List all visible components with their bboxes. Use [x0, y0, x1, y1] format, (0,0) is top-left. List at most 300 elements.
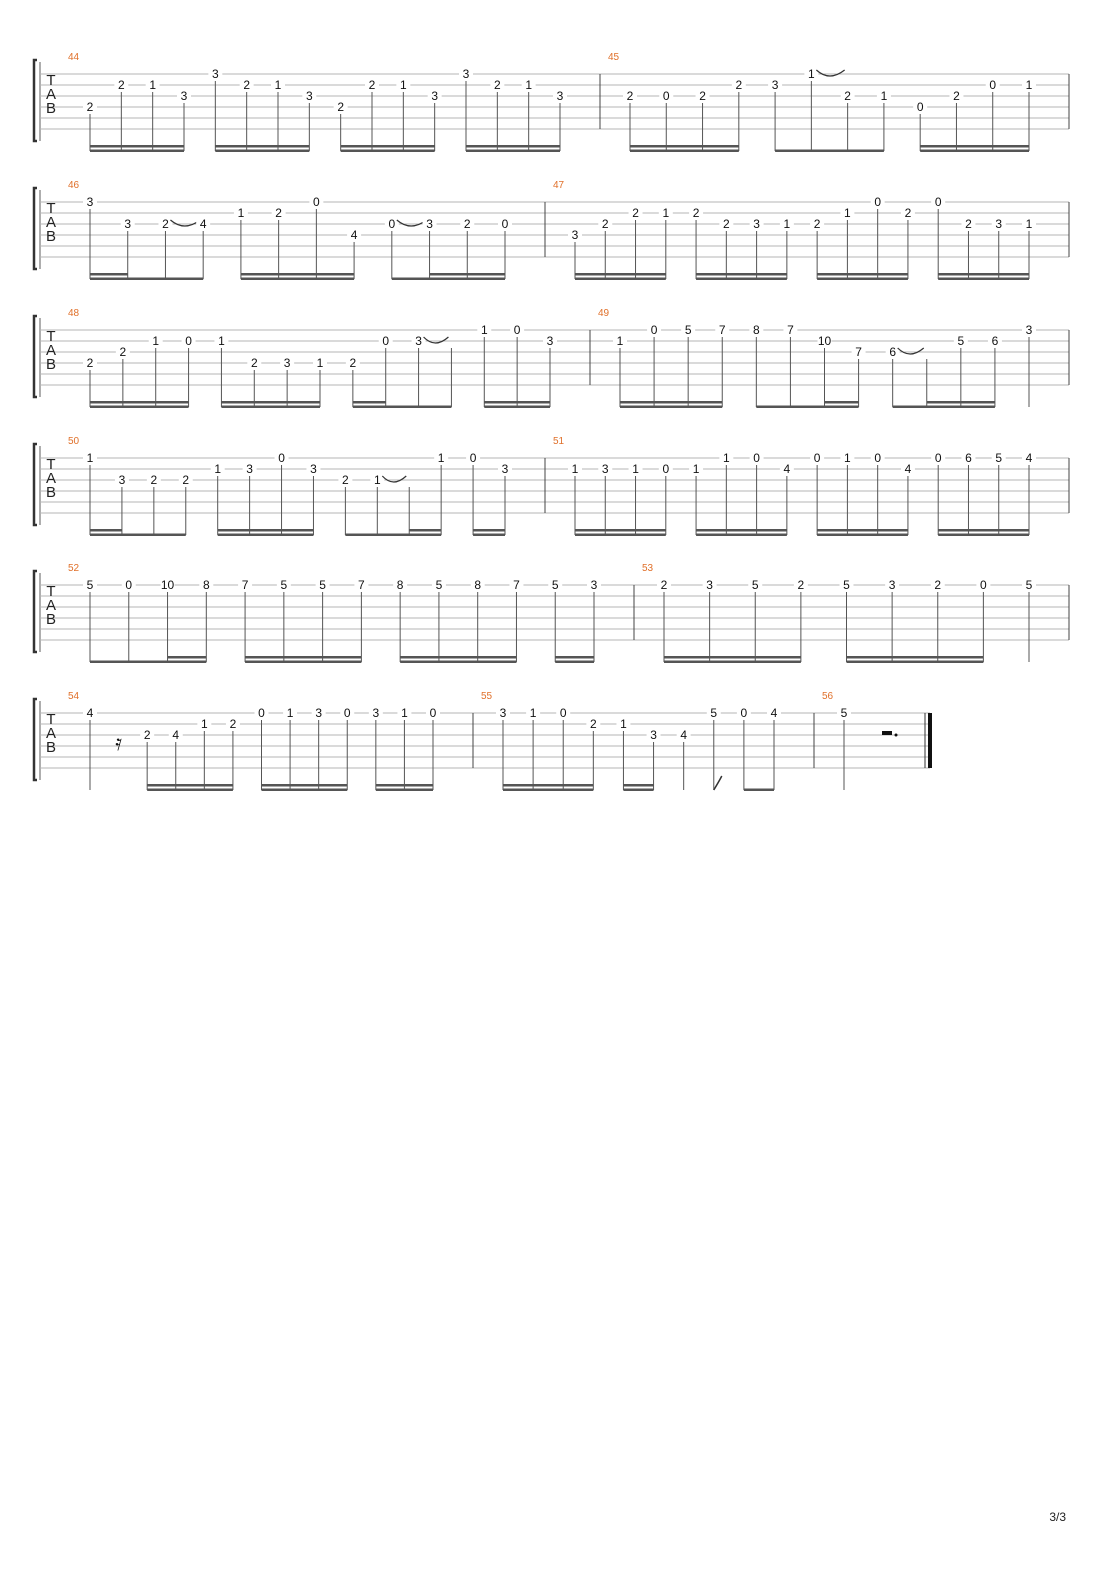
beam-secondary: [123, 401, 156, 404]
beam-primary: [817, 278, 908, 281]
tab-clef-letter: B: [45, 739, 57, 756]
system-bracket: [34, 188, 37, 269]
fret-number: 2: [722, 217, 730, 231]
fret-number: 0: [513, 323, 521, 337]
beam-secondary: [156, 401, 189, 404]
fret-number: 1: [218, 334, 225, 348]
fret-number: 1: [200, 717, 208, 731]
beam-secondary: [817, 273, 847, 276]
beam-primary: [575, 278, 666, 281]
fret-number: 4: [680, 728, 688, 742]
beam-primary: [392, 278, 505, 281]
fret-number: 2: [368, 78, 376, 92]
fret-number: 1: [214, 462, 222, 476]
beam-primary: [90, 150, 184, 153]
fret-number: 5: [1025, 578, 1033, 592]
fret-number: 3: [431, 89, 439, 103]
fret-number: 2: [117, 78, 125, 92]
beam-secondary: [245, 656, 284, 659]
tie-arc: [382, 476, 406, 482]
fret-number: 4: [172, 728, 180, 742]
beam-secondary: [664, 656, 710, 659]
fret-number: 3: [706, 578, 713, 592]
fret-number: 5: [995, 451, 1003, 465]
fret-number: 1: [286, 706, 294, 720]
fret-number: 5: [319, 578, 326, 592]
fret-number: 1: [620, 717, 627, 731]
fret-number: 1: [525, 78, 533, 92]
beam-secondary: [605, 529, 635, 532]
fret-number: 0: [382, 334, 390, 348]
fret-number: 5: [840, 706, 848, 720]
fret-number: 0: [813, 451, 821, 465]
fret-number: 2: [182, 473, 190, 487]
beam-secondary: [467, 273, 505, 276]
beam-secondary: [636, 273, 666, 276]
fret-number: 2: [965, 217, 972, 231]
beam-secondary: [221, 401, 254, 404]
fret-number: 0: [258, 706, 265, 720]
fret-number: 0: [662, 89, 670, 103]
beam-primary: [938, 534, 1029, 537]
beam-secondary: [999, 273, 1029, 276]
beam-primary: [664, 661, 801, 664]
beam-secondary: [250, 529, 282, 532]
beam-secondary: [90, 273, 128, 276]
tab-clef-letter: T: [46, 72, 56, 89]
fret-number: 2: [844, 89, 851, 103]
fret-number: 0: [874, 451, 882, 465]
tab-clef-letter: B: [45, 100, 57, 117]
beam-secondary: [927, 401, 961, 404]
fret-number: 3: [124, 217, 132, 231]
fret-number: 1: [844, 451, 851, 465]
beam-secondary: [993, 145, 1029, 148]
fret-number: 3: [771, 78, 779, 92]
fret-number: 1: [880, 89, 888, 103]
beam-primary: [376, 789, 433, 792]
fret-number: 2: [934, 578, 942, 592]
fret-number: 3: [753, 217, 760, 231]
tab-clef-letter: A: [45, 214, 57, 231]
fret-number: 3: [546, 334, 554, 348]
fret-number: 3: [650, 728, 657, 742]
measure-number: 51: [553, 436, 565, 447]
fret-number: 4: [199, 217, 207, 231]
fret-number: 2: [699, 89, 706, 103]
fret-number: 4: [1025, 451, 1033, 465]
fret-number: 5: [280, 578, 288, 592]
rest-dot: [895, 734, 898, 737]
tie-arc: [898, 348, 924, 354]
fret-number: 4: [783, 462, 791, 476]
fret-number: 0: [559, 706, 567, 720]
beam-secondary: [484, 401, 517, 404]
tab-clef-letter: A: [45, 597, 57, 614]
fret-number: 2: [692, 206, 700, 220]
tab-clef-letter: T: [46, 583, 56, 600]
beam-secondary: [282, 529, 314, 532]
fret-number: 3: [118, 473, 126, 487]
fret-number: 5: [86, 578, 94, 592]
beam-primary: [555, 661, 594, 664]
fret-number: 3: [415, 334, 422, 348]
half-rest: [882, 731, 892, 735]
beam-secondary: [218, 529, 250, 532]
fret-number: 1: [808, 67, 815, 81]
fret-number: 0: [278, 451, 285, 465]
beam-secondary: [817, 529, 847, 532]
fret-number: 7: [787, 323, 794, 337]
fret-number: 8: [752, 323, 760, 337]
beam-secondary: [938, 273, 968, 276]
fret-number: 2: [86, 100, 94, 114]
beam-secondary: [703, 145, 739, 148]
fret-number: 1: [616, 334, 624, 348]
beam-secondary: [319, 784, 348, 787]
beam-secondary: [353, 401, 386, 404]
beam-primary: [473, 534, 505, 537]
beam-secondary: [153, 145, 184, 148]
fret-number: 2: [626, 89, 634, 103]
fret-number: 3: [86, 195, 94, 209]
fret-number: 1: [844, 206, 851, 220]
beam-secondary: [555, 656, 594, 659]
beam-secondary: [726, 529, 756, 532]
fret-number: 5: [684, 323, 692, 337]
beam-secondary: [316, 273, 354, 276]
fret-number: 5: [710, 706, 718, 720]
fret-number: 3: [888, 578, 896, 592]
fret-number: 0: [753, 451, 760, 465]
fret-number: 3: [211, 67, 219, 81]
beam-primary: [696, 278, 787, 281]
fret-number: 2: [162, 217, 169, 231]
note-flag: [714, 776, 722, 790]
fret-number: 1: [401, 706, 408, 720]
fret-number: 3: [426, 217, 433, 231]
beam-secondary: [847, 656, 893, 659]
fret-number: 3: [246, 462, 253, 476]
fret-number: 3: [315, 706, 323, 720]
beam-primary: [90, 406, 189, 409]
fret-number: 1: [783, 217, 791, 231]
beam-secondary: [466, 145, 497, 148]
tab-clef-letter: A: [45, 725, 57, 742]
beam-primary: [696, 534, 787, 537]
fret-number: 1: [662, 206, 670, 220]
measure-number: 47: [553, 180, 565, 191]
fret-number: 0: [185, 334, 192, 348]
beam-secondary: [323, 656, 362, 659]
beam-secondary: [968, 529, 998, 532]
beam-primary: [215, 150, 309, 153]
fret-number: 0: [650, 323, 658, 337]
beam-secondary: [620, 401, 654, 404]
beam-secondary: [247, 145, 278, 148]
fret-number: 2: [150, 473, 158, 487]
beam-secondary: [755, 656, 801, 659]
beam-primary: [90, 278, 203, 281]
beam-secondary: [241, 273, 279, 276]
fret-number: 2: [337, 100, 345, 114]
fret-number: 3: [995, 217, 1003, 231]
measure-number: 55: [481, 691, 493, 702]
beam-secondary: [956, 145, 992, 148]
beam-primary: [623, 789, 653, 792]
beam-secondary: [563, 784, 593, 787]
fret-number: 0: [469, 451, 477, 465]
fret-number: 1: [152, 334, 160, 348]
beam-secondary: [757, 529, 787, 532]
fret-number: 8: [474, 578, 482, 592]
measure-number: 44: [68, 52, 80, 63]
beam-secondary: [654, 401, 688, 404]
beam-secondary: [920, 145, 956, 148]
fret-number: 3: [590, 578, 598, 592]
fret-number: 3: [372, 706, 380, 720]
beam-secondary: [630, 145, 666, 148]
fret-number: 0: [916, 100, 924, 114]
beam-secondary: [473, 529, 505, 532]
fret-number: 0: [989, 78, 997, 92]
beam-secondary: [938, 529, 968, 532]
beam-secondary: [726, 273, 756, 276]
tie-arc: [424, 337, 449, 343]
fret-number: 3: [462, 67, 470, 81]
fret-number: 10: [160, 578, 175, 592]
fret-number: 0: [934, 451, 942, 465]
fret-number: 2: [229, 717, 237, 731]
fret-number: 2: [589, 717, 597, 731]
beam-secondary: [533, 784, 563, 787]
beam-secondary: [696, 273, 726, 276]
fret-number: 3: [571, 228, 579, 242]
fret-number: 2: [243, 78, 251, 92]
beam-secondary: [710, 656, 756, 659]
fret-number: 2: [250, 356, 258, 370]
fret-number: 0: [740, 706, 748, 720]
beam-primary: [575, 534, 666, 537]
beam-primary: [90, 661, 206, 664]
beam-secondary: [341, 145, 372, 148]
fret-number: 0: [388, 217, 396, 231]
beam-secondary: [575, 273, 605, 276]
fret-number: 1: [437, 451, 445, 465]
beam-secondary: [372, 145, 403, 148]
beam-secondary: [409, 529, 441, 532]
measure-number: 50: [68, 436, 80, 447]
beam-primary: [775, 150, 884, 153]
beam-secondary: [757, 273, 787, 276]
tab-clef-letter: A: [45, 86, 57, 103]
fret-number: 3: [305, 89, 313, 103]
beam-secondary: [878, 273, 908, 276]
fret-number: 2: [119, 345, 127, 359]
measure-number: 53: [642, 563, 654, 574]
beam-secondary: [968, 273, 998, 276]
beam-secondary: [90, 529, 122, 532]
beam-secondary: [278, 145, 309, 148]
beam-primary: [221, 406, 320, 409]
beam-secondary: [439, 656, 478, 659]
fret-number: 2: [660, 578, 668, 592]
beam-secondary: [147, 784, 176, 787]
fret-number: 3: [283, 356, 291, 370]
fret-number: 7: [513, 578, 520, 592]
fret-number: 6: [889, 345, 897, 359]
fret-number: 5: [957, 334, 965, 348]
beam-primary: [400, 661, 516, 664]
beam-secondary: [376, 784, 405, 787]
tab-clef-letter: B: [45, 484, 57, 501]
fret-number: 1: [274, 78, 282, 92]
beam-primary: [620, 406, 722, 409]
tab-clef-letter: A: [45, 470, 57, 487]
system-bracket: [34, 444, 37, 525]
fret-number: 7: [241, 578, 249, 592]
beam-primary: [353, 406, 452, 409]
beam-secondary: [262, 784, 291, 787]
fret-number: 4: [904, 462, 912, 476]
fret-number: 2: [904, 206, 912, 220]
beam-primary: [744, 789, 774, 792]
fret-number: 3: [1025, 323, 1033, 337]
beam-secondary: [430, 273, 468, 276]
tie-arc: [816, 70, 844, 76]
beam-primary: [630, 150, 739, 153]
beam-secondary: [284, 656, 323, 659]
fret-number: 2: [953, 89, 960, 103]
fret-number: 3: [556, 89, 564, 103]
fret-number: 2: [632, 206, 639, 220]
fret-number: 2: [463, 217, 471, 231]
sixteenth-rest: 𝄿: [115, 731, 122, 756]
measure-number: 45: [608, 52, 620, 63]
page-number: 3/3: [1049, 1510, 1066, 1524]
beam-secondary: [400, 656, 439, 659]
beam-secondary: [688, 401, 722, 404]
beam-secondary: [90, 401, 123, 404]
fret-number: 1: [237, 206, 245, 220]
beam-secondary: [121, 145, 152, 148]
fret-number: 0: [343, 706, 351, 720]
measure-number: 54: [68, 691, 80, 702]
measure-number: 46: [68, 180, 80, 191]
beam-secondary: [404, 784, 433, 787]
fret-number: 4: [86, 706, 94, 720]
fret-number: 1: [316, 356, 324, 370]
beam-primary: [756, 406, 858, 409]
beam-primary: [503, 789, 593, 792]
beam-secondary: [878, 529, 908, 532]
tab-clef-letter: T: [46, 200, 56, 217]
fret-number: 1: [722, 451, 730, 465]
beam-primary: [341, 150, 435, 153]
measure-number: 49: [598, 308, 610, 319]
tab-clef-letter: T: [46, 711, 56, 728]
beam-secondary: [279, 273, 317, 276]
fret-number: 3: [180, 89, 188, 103]
beam-secondary: [847, 273, 877, 276]
fret-number: 2: [735, 78, 743, 92]
measure-number: 56: [822, 691, 834, 702]
fret-number: 8: [202, 578, 210, 592]
fret-number: 6: [991, 334, 999, 348]
fret-number: 7: [358, 578, 365, 592]
beam-secondary: [575, 529, 605, 532]
fret-number: 0: [313, 195, 320, 209]
fret-number: 1: [692, 462, 700, 476]
fret-number: 8: [396, 578, 404, 592]
tab-clef-letter: A: [45, 342, 57, 359]
beam-secondary: [938, 656, 984, 659]
fret-number: 1: [529, 706, 537, 720]
beam-primary: [345, 534, 441, 537]
fret-number: 0: [662, 462, 670, 476]
fret-number: 3: [501, 462, 509, 476]
tab-clef-letter: B: [45, 356, 57, 373]
fret-number: 2: [342, 473, 349, 487]
beam-secondary: [517, 401, 550, 404]
beam-secondary: [287, 401, 320, 404]
tab-clef-letter: B: [45, 228, 57, 245]
beam-secondary: [847, 529, 877, 532]
tie-arc: [397, 220, 427, 226]
beam-primary: [245, 661, 361, 664]
fret-number: 7: [718, 323, 726, 337]
beam-secondary: [623, 784, 653, 787]
beam-secondary: [290, 784, 319, 787]
system-bracket: [34, 316, 37, 397]
beam-primary: [847, 661, 984, 664]
fret-number: 0: [934, 195, 942, 209]
fret-number: 4: [770, 706, 778, 720]
fret-number: 4: [350, 228, 358, 242]
beam-secondary: [999, 529, 1029, 532]
beam-secondary: [605, 273, 635, 276]
fret-number: 2: [813, 217, 821, 231]
fret-number: 2: [143, 728, 151, 742]
beam-primary: [817, 534, 908, 537]
system-bracket: [34, 571, 37, 652]
fret-number: 2: [349, 356, 357, 370]
beam-primary: [893, 406, 995, 409]
fret-number: 0: [874, 195, 882, 209]
beam-primary: [218, 534, 314, 537]
beam-primary: [920, 150, 1029, 153]
fret-number: 3: [499, 706, 507, 720]
system-bracket: [34, 60, 37, 141]
fret-number: 1: [480, 323, 488, 337]
fret-number: 10: [817, 334, 832, 348]
beam-primary: [262, 789, 348, 792]
fret-number: 2: [493, 78, 501, 92]
beam-secondary: [503, 784, 533, 787]
fret-number: 5: [435, 578, 443, 592]
beam-primary: [90, 534, 186, 537]
fret-number: 1: [86, 451, 94, 465]
beam-secondary: [176, 784, 205, 787]
fret-number: 0: [501, 217, 509, 231]
measure-number: 48: [68, 308, 80, 319]
beam-primary: [241, 278, 354, 281]
beam-primary: [466, 150, 560, 153]
fret-number: 2: [275, 206, 282, 220]
fret-number: 0: [980, 578, 987, 592]
beam-primary: [938, 278, 1029, 281]
fret-number: 1: [373, 473, 381, 487]
